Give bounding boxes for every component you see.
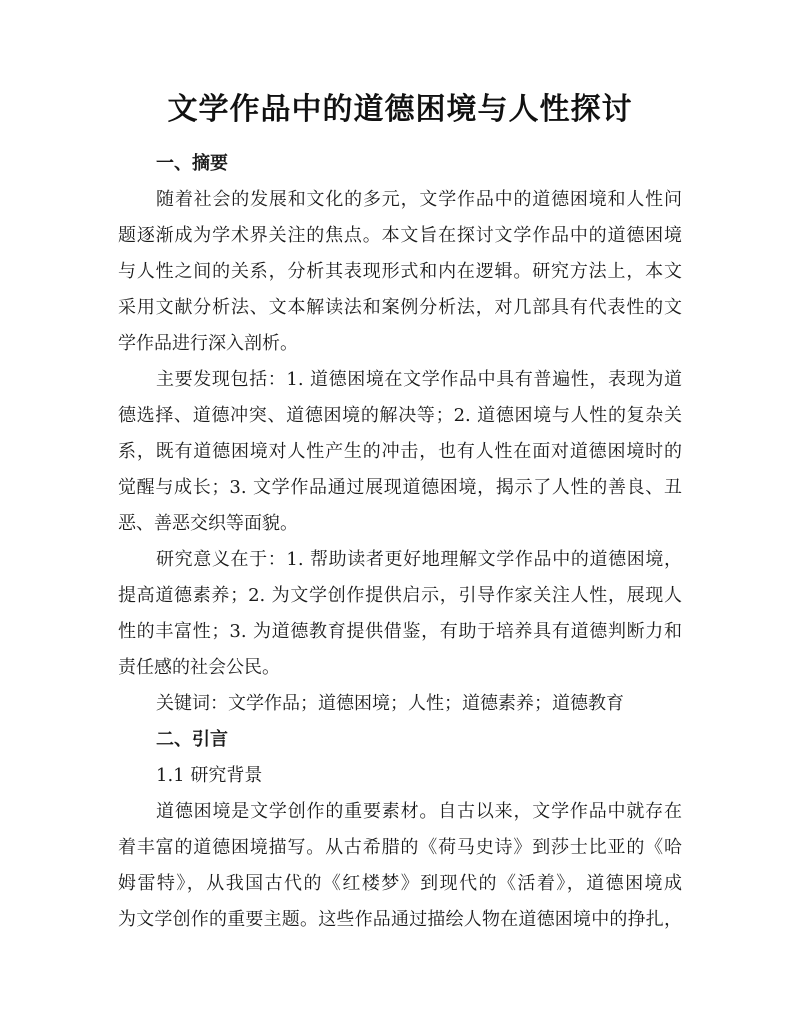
paragraph-line: 恶、善恶交织等面貌。 bbox=[118, 513, 298, 534]
paragraph-line: 1.1 研究背景 bbox=[156, 765, 263, 786]
document-body bbox=[118, 146, 682, 938]
section-heading: 二、引言 bbox=[156, 729, 228, 750]
paragraph-line: 性的丰富性；3. 为道德教育提供借鉴，有助于培养具有道德判断力和 bbox=[118, 621, 682, 642]
paragraph-line: 德选择、道德冲突、道德困境的解决等；2. 道德困境与人性的复杂关 bbox=[118, 405, 682, 426]
paragraph-line: 题逐渐成为学术界关注的焦点。本文旨在探讨文学作品中的道德困境 bbox=[118, 225, 682, 246]
paragraph-line: 研究意义在于：1. 帮助读者更好地理解文学作品中的道德困境， bbox=[156, 549, 682, 570]
paragraph-line: 责任感的社会公民。 bbox=[118, 657, 280, 678]
paragraph-line: 关键词：文学作品；道德困境；人性；道德素养；道德教育 bbox=[156, 693, 624, 714]
paragraph-line: 系，既有道德困境对人性产生的冲击，也有人性在面对道德困境时的 bbox=[118, 441, 682, 462]
paragraph-line: 随着社会的发展和文化的多元，文学作品中的道德困境和人性问 bbox=[156, 189, 682, 210]
document-title: 文学作品中的道德困境与人性探讨 bbox=[167, 92, 633, 127]
section-heading: 一、摘要 bbox=[156, 153, 228, 174]
paragraph-line: 学作品进行深入剖析。 bbox=[118, 333, 298, 354]
paragraph-line: 姆雷特》，从我国古代的《红楼梦》到现代的《活着》，道德困境成 bbox=[118, 873, 682, 894]
paragraph-line: 提高道德素养；2. 为文学创作提供启示，引导作家关注人性，展现人 bbox=[118, 585, 682, 606]
paragraph-line: 与人性之间的关系，分析其表现形式和内在逻辑。研究方法上，本文 bbox=[118, 261, 682, 282]
paragraph-line: 着丰富的道德困境描写。从古希腊的《荷马史诗》到莎士比亚的《哈 bbox=[118, 837, 682, 858]
paragraph-line: 道德困境是文学创作的重要素材。自古以来，文学作品中就存在 bbox=[156, 801, 682, 822]
paragraph-line: 觉醒与成长；3. 文学作品通过展现道德困境，揭示了人性的善良、丑 bbox=[118, 477, 682, 498]
paragraph-line: 主要发现包括：1. 道德困境在文学作品中具有普遍性，表现为道 bbox=[156, 369, 682, 390]
paragraph-line: 采用文献分析法、文本解读法和案例分析法，对几部具有代表性的文 bbox=[118, 297, 682, 318]
paragraph-line: 为文学创作的重要主题。这些作品通过描绘人物在道德困境中的挣扎， bbox=[118, 909, 682, 930]
